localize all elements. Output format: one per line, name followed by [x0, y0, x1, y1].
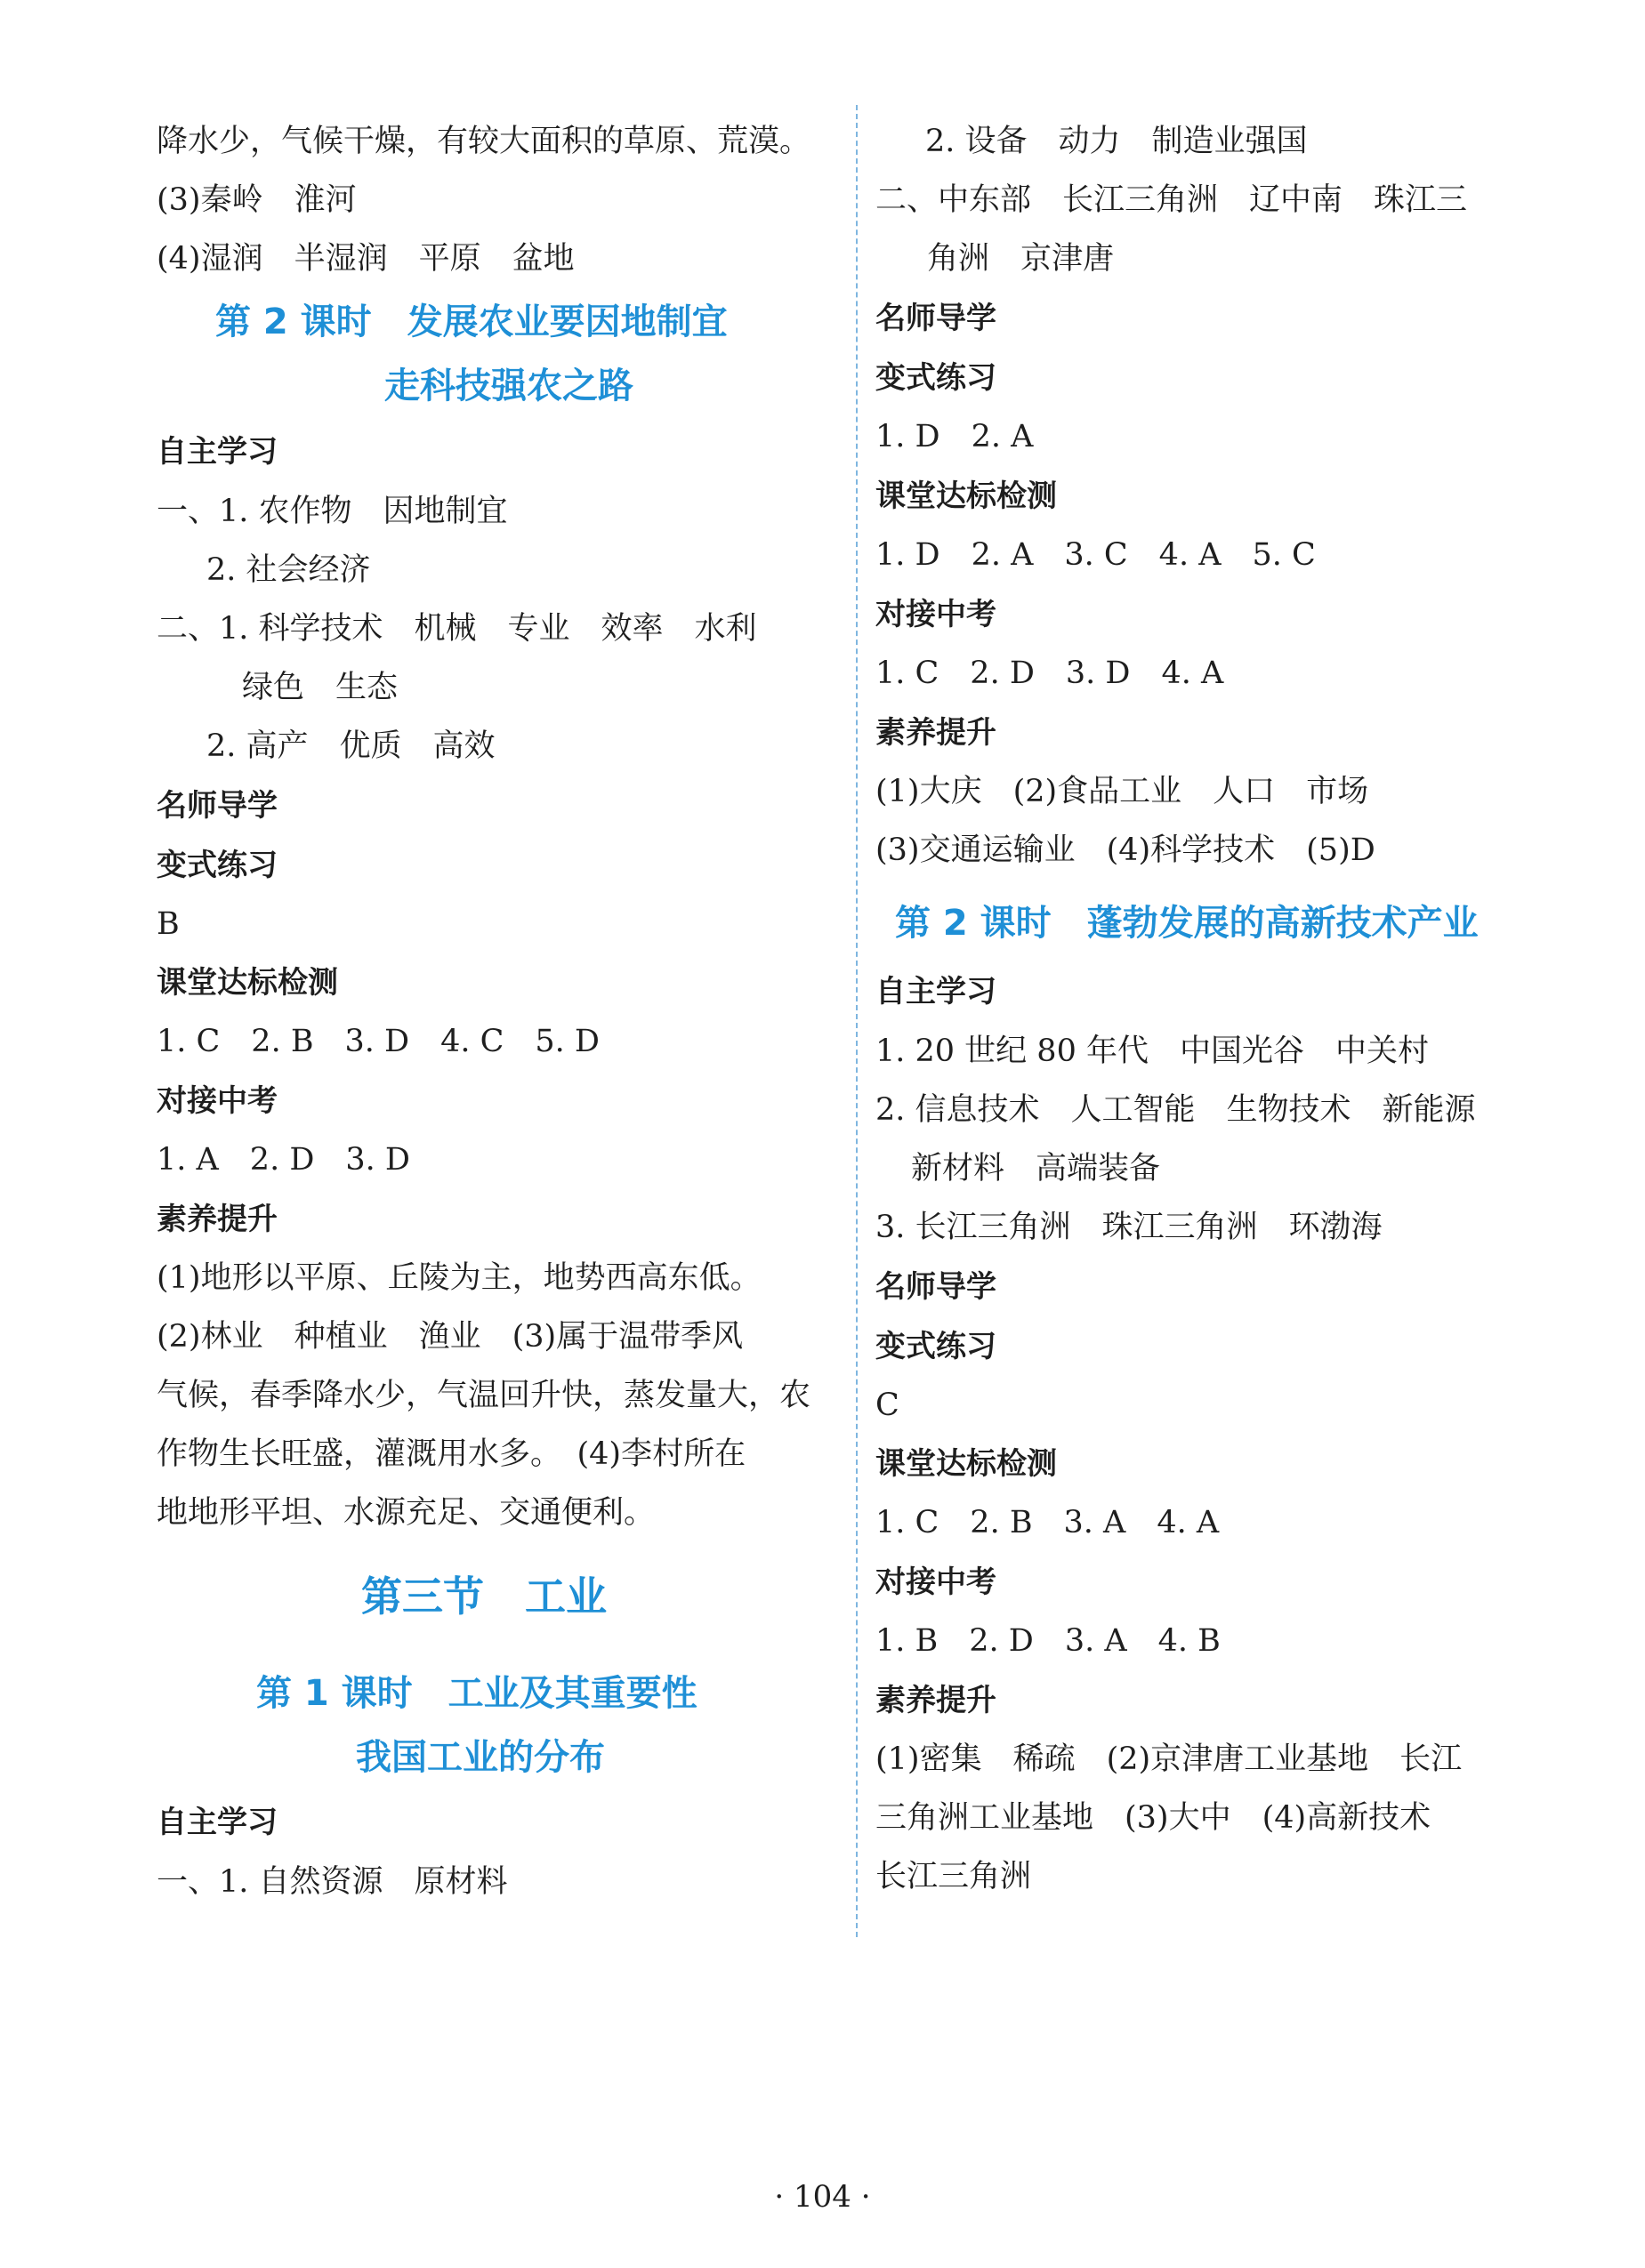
answer-line: C [875, 1387, 899, 1423]
text-line: (3)交通运输业 (4)科学技术 (5)D [875, 832, 1375, 868]
section-heading: 名师导学 [157, 788, 278, 824]
answer-line: 1. B 2. D 3. A 4. B [875, 1623, 1221, 1659]
section-heading: 自主学习 [875, 974, 996, 1009]
text-line: (1)大庆 (2)食品工业 人口 市场 [875, 774, 1369, 809]
answer-line: B [157, 906, 180, 942]
section-heading: 变式练习 [875, 360, 996, 396]
section-heading: 课堂达标检测 [157, 965, 338, 1001]
text-line: (3)秦岭 淮河 [157, 182, 357, 218]
page-number: · 104 · [774, 2179, 871, 2215]
text-line: 一、1. 农作物 因地制宜 [157, 494, 508, 529]
text-line: 3. 长江三角洲 珠江三角洲 环渤海 [875, 1210, 1383, 1245]
text-line: 气候，春季降水少，气温回升快，蒸发量大，农 [157, 1378, 811, 1413]
text-line: 绿色 生态 [242, 670, 399, 705]
text-line: 二、1. 科学技术 机械 专业 效率 水利 [157, 611, 757, 647]
answer-line: 1. D 2. A [875, 419, 1034, 454]
text-line: 二、中东部 长江三角洲 辽中南 珠江三 [875, 182, 1468, 218]
text-line: 2. 社会经济 [206, 552, 371, 588]
text-line: 地地形平坦、水源充足、交通便利。 [157, 1495, 656, 1531]
lesson-title: 第 2 课时 蓬勃发展的高新技术产业 [895, 903, 1479, 944]
answer-line: 1. C 2. B 3. A 4. A [875, 1505, 1220, 1540]
text-line: (1)地形以平原、丘陵为主，地势西高东低。 [157, 1260, 762, 1296]
section-heading: 素养提升 [875, 1683, 996, 1718]
section-title: 第三节 工业 [361, 1572, 607, 1621]
section-heading: 变式练习 [875, 1329, 996, 1364]
answer-line: 1. C 2. B 3. D 4. C 5. D [157, 1024, 600, 1059]
section-heading: 课堂达标检测 [875, 479, 1057, 514]
text-line: 作物生长旺盛，灌溉用水多。 (4)李村所在 [157, 1436, 746, 1472]
answer-line: 1. C 2. D 3. D 4. A [875, 655, 1224, 691]
answer-line: 1. D 2. A 3. C 4. A 5. C [875, 537, 1316, 573]
lesson-subtitle: 我国工业的分布 [356, 1737, 605, 1778]
text-line: 降水少，气候干燥，有较大面积的草原、荒漠。 [157, 124, 811, 159]
text-line: 一、1. 自然资源 原材料 [157, 1864, 508, 1900]
text-line: (2)林业 种植业 渔业 (3)属于温带季风 [157, 1319, 744, 1355]
section-heading: 名师导学 [875, 301, 996, 336]
column-divider [856, 105, 858, 1937]
text-line: 三角洲工业基地 (3)大中 (4)高新技术 [875, 1800, 1431, 1836]
text-line: 长江三角洲 [875, 1859, 1032, 1894]
section-heading: 对接中考 [157, 1083, 278, 1119]
section-heading: 素养提升 [875, 715, 996, 751]
section-heading: 变式练习 [157, 848, 278, 883]
text-line: 2. 高产 优质 高效 [206, 728, 496, 764]
text-line: 1. 20 世纪 80 年代 中国光谷 中关村 [875, 1033, 1429, 1069]
lesson-subtitle: 走科技强农之路 [384, 366, 633, 406]
section-heading: 自主学习 [157, 1805, 278, 1840]
text-line: 2. 设备 动力 制造业强国 [925, 124, 1308, 159]
section-heading: 素养提升 [157, 1202, 278, 1237]
section-heading: 课堂达标检测 [875, 1446, 1057, 1482]
text-line: 2. 信息技术 人工智能 生物技术 新能源 [875, 1092, 1476, 1128]
section-heading: 对接中考 [875, 1564, 996, 1600]
answer-line: 1. A 2. D 3. D [157, 1142, 410, 1178]
lesson-title: 第 2 课时 发展农业要因地制宜 [215, 302, 728, 342]
section-heading: 对接中考 [875, 597, 996, 632]
text-line: (1)密集 稀疏 (2)京津唐工业基地 长江 [875, 1741, 1463, 1777]
section-heading: 名师导学 [875, 1269, 996, 1305]
text-line: (4)湿润 半湿润 平原 盆地 [157, 241, 575, 277]
section-heading: 自主学习 [157, 434, 278, 470]
text-line: 角洲 京津唐 [927, 241, 1115, 277]
lesson-title: 第 1 课时 工业及其重要性 [256, 1673, 698, 1714]
text-line: 新材料 高端装备 [911, 1151, 1161, 1186]
